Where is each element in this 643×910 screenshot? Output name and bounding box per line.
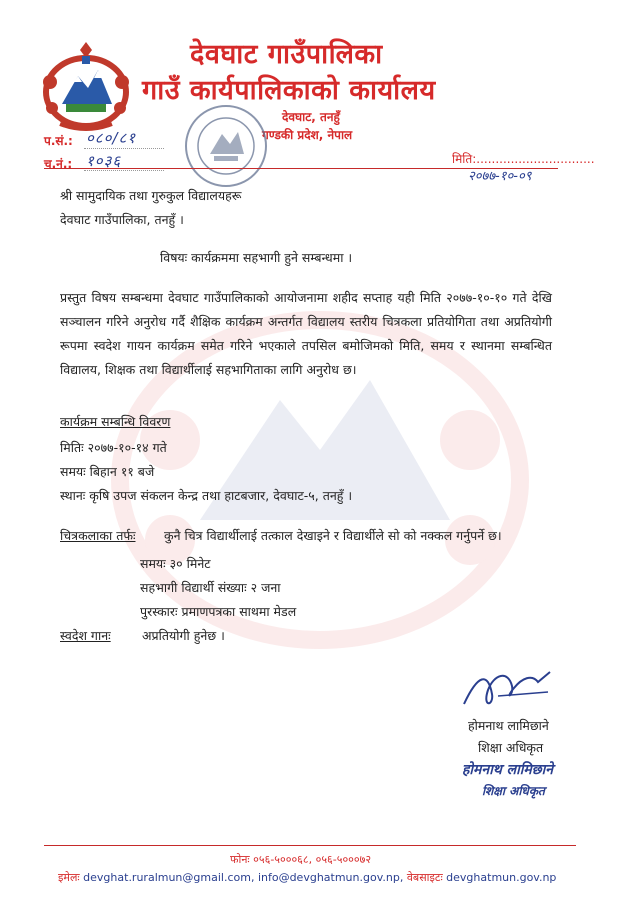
- website-value: devghatmun.gov.np: [446, 871, 557, 884]
- painting-label: चित्रकलाका तर्फः: [60, 528, 136, 543]
- program-place: स्थानः कृषि उपज संकलन केन्द्र तथा हाटबजार, देवघाट-५, तनहुँ ।: [60, 488, 353, 503]
- chalani-number-label: च.नं.:: [44, 157, 73, 171]
- signatory-stamp-name: होमनाथ लामिछाने: [462, 762, 553, 778]
- website-label: वेबसाइटः: [406, 871, 443, 884]
- signature-icon: [458, 664, 558, 714]
- painting-prize: पुरस्कारः प्रमाणपत्रका साथमा मेडल: [140, 604, 297, 619]
- signatory-name: होमनाथ लामिछाने: [468, 718, 549, 733]
- patra-sankhya-value: ०८०/८१: [86, 129, 137, 147]
- date-label: मिति:...............................: [452, 152, 595, 166]
- office-seal-icon: [180, 100, 272, 192]
- footer-phone: [230, 852, 371, 867]
- office-name: गाउँ कार्यपालिकाको कार्यालय: [142, 75, 436, 106]
- painting-duration: समयः ३० मिनेट: [140, 556, 211, 571]
- email-label: इमेलः: [58, 871, 80, 884]
- org-name: देवघाट गाउँपालिका: [190, 39, 383, 70]
- address-line-1: देवघाट, तनहुँ: [282, 110, 340, 124]
- signatory-title: शिक्षा अधिकृत: [478, 740, 544, 755]
- painting-participants: सहभागी विद्यार्थी संख्याः २ जना: [140, 580, 281, 595]
- patra-underline: [84, 148, 164, 149]
- chalani-number-value: १०३६: [86, 152, 122, 170]
- header-divider: [44, 168, 558, 169]
- date-value: २०७७-१०-०९: [468, 169, 532, 184]
- phone-value: ०५६-५०००६८, ०५६-५०००७२: [253, 853, 372, 866]
- subject-line: विषयः कार्यक्रममा सहभागी हुने सम्बन्धमा ।: [160, 250, 353, 265]
- address-line-2: गण्डकी प्रदेश, नेपाल: [262, 128, 353, 142]
- signatory-stamp-title: शिक्षा अधिकृत: [482, 784, 545, 798]
- swadesh-text: अप्रतियोगी हुनेछ ।: [142, 628, 225, 643]
- footer-divider: [44, 845, 576, 846]
- program-date: मितिः २०७७-१०-१४ गते: [60, 440, 167, 455]
- painting-text: कुनै चित्र विद्यार्थीलाई तत्काल देखाइने र विद्यार्थीले सो को नक्कल गर्नुपर्ने छ।: [164, 528, 502, 543]
- recipient-line-1: श्री सामुदायिक तथा गुरुकुल विद्यालयहरू: [60, 188, 242, 203]
- recipient-line-2: देवघाट गाउँपालिका, तनहुँ ।: [60, 212, 184, 227]
- swadesh-label: स्वदेश गानः: [60, 628, 111, 643]
- body-paragraph: प्रस्तुत विषय सम्बन्धमा देवघाट गाउँपालिकाको आयोजनामा शहीद सप्ताह यही मिति २०७७-१०-१० गते देखि सञ्चालन गरिने अनुरोध गर्दै शैक्षिक कार्यक्रम अन्तर्गत विद्यालय स्तरीय चित्रकला प्रतियोगिता तथा अप्रतियोगी रूपमा स्वदेश गायन कार्यक्रम समेत गरिने भएकाले तपसिल बमोजिमको मिति, समय र स्थानमा सम्बन्धित विद्यालय, शिक्षक तथा विद्यार्थीलाई सहभागिताका लागि अनुरोध छ।: [60, 290, 552, 377]
- footer-contact: [58, 870, 556, 885]
- program-time: समयः बिहान ११ बजे: [60, 464, 155, 479]
- phone-label: फोनः: [230, 853, 250, 866]
- patra-sankhya-label: प.सं.:: [44, 134, 73, 148]
- chalani-underline: [84, 170, 164, 171]
- email-value: devghat.ruralmun@gmail.com, info@devghatmun.gov.np,: [83, 871, 404, 884]
- nepal-emblem-icon: [40, 42, 132, 134]
- program-heading: कार्यक्रम सम्बन्धि विवरण: [60, 414, 171, 429]
